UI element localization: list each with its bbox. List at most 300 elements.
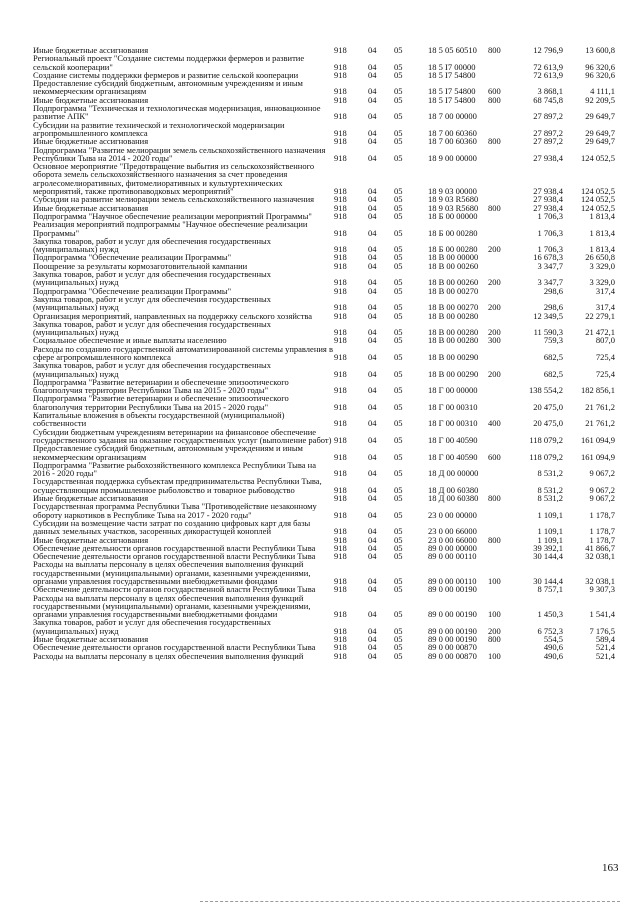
row-code-pr: 05	[394, 327, 403, 338]
row-code-cs: 18 В 00 00290	[428, 351, 479, 362]
row-code-rz: 04	[368, 227, 377, 238]
row-value-2020: 317,4	[595, 285, 615, 296]
row-value-2019: 27 938,4	[533, 194, 563, 205]
table-row	[0, 652, 639, 660]
row-code-pr: 05	[394, 152, 403, 163]
row-name: Подпрограмма "Научное обеспечение реализации мероприятий Программы"	[33, 210, 312, 221]
row-code-rz: 04	[368, 335, 377, 346]
row-code-pr: 05	[394, 650, 403, 661]
row-name: Субсидии на развитие мелиорации земель сельскохозяйственного назначения	[33, 194, 315, 205]
row-code-gr: 918	[334, 127, 347, 138]
row-value-2019: 1 706,3	[537, 227, 563, 238]
row-code-pr: 05	[394, 526, 403, 537]
table-row	[0, 560, 639, 585]
row-value-2020: 161 094,9	[581, 434, 615, 445]
row-value-2020: 124 052,5	[581, 186, 615, 197]
row-value-2019: 27 938,4	[533, 152, 563, 163]
row-name: Расходы на выплаты персоналу в целях обеспечения выполнения функций государственными (муниципальными) органами, казенными учреждениями, органами управления государственными внебюджетными фондами	[33, 559, 311, 586]
row-value-2019: 6 752,3	[537, 625, 563, 636]
row-code-cs: 18 9 03 00000	[428, 186, 477, 197]
row-code-pr: 05	[394, 244, 403, 255]
row-value-2020: 3 329,0	[589, 277, 615, 288]
table-row	[0, 295, 639, 312]
row-code-pr: 05	[394, 194, 403, 205]
row-code-rz: 04	[368, 94, 377, 105]
row-code-gr: 918	[334, 252, 347, 263]
row-code-pr: 05	[394, 210, 403, 221]
row-code-cs: 89 0 00 00870	[428, 642, 477, 653]
row-code-gr: 918	[334, 111, 347, 122]
table-row	[0, 477, 639, 494]
row-value-2019: 1 450,3	[537, 609, 563, 620]
row-value-2019: 682,5	[543, 368, 563, 379]
row-value-2020: 3 329,0	[589, 260, 615, 271]
row-value-2019: 8 531,2	[537, 468, 563, 479]
row-code-vr: 200	[488, 302, 501, 313]
row-name: Закупка товаров, работ и услуг для обеспечения государственных (муниципальных) нужд	[33, 235, 272, 255]
row-name: Иные бюджетные ассигнования	[33, 534, 149, 545]
row-code-pr: 05	[394, 94, 403, 105]
row-code-rz: 04	[368, 584, 377, 595]
row-code-gr: 918	[334, 368, 347, 379]
row-value-2019: 490,6	[543, 650, 563, 661]
row-code-pr: 05	[394, 634, 403, 645]
row-code-gr: 918	[334, 335, 347, 346]
row-code-gr: 918	[334, 302, 347, 313]
row-code-cs: 89 0 00 00190	[428, 609, 477, 620]
row-value-2020: 1 178,7	[589, 526, 615, 537]
row-code-cs: 18 Г 00 00310	[428, 401, 478, 412]
row-code-gr: 918	[334, 418, 347, 429]
row-code-pr: 05	[394, 61, 403, 72]
row-value-2019: 682,5	[543, 351, 563, 362]
row-code-rz: 04	[368, 302, 377, 313]
row-value-2019: 11 590,3	[533, 327, 563, 338]
row-code-cs: 18 Б 00 00280	[428, 244, 478, 255]
row-code-rz: 04	[368, 61, 377, 72]
row-value-2019: 27 938,4	[533, 202, 563, 213]
row-code-gr: 918	[334, 509, 347, 520]
row-value-2019: 1 109,1	[537, 526, 563, 537]
row-name: Капитальные вложения в объекты государственной (муниципальной) собственности	[33, 410, 285, 429]
row-code-pr: 05	[394, 418, 403, 429]
row-code-vr: 800	[488, 534, 501, 545]
row-name: Расходы на выплаты персоналу в целях обеспечения выполнения функций государственными (муниципальными) органами, казенными учреждениями, органами управления государственными внебюджетными фондами	[33, 592, 311, 620]
row-value-2019: 68 745,8	[533, 94, 563, 105]
row-code-pr: 05	[394, 385, 403, 396]
row-value-2019: 3 347,7	[537, 260, 563, 271]
row-code-rz: 04	[368, 609, 377, 620]
table-row	[0, 146, 639, 163]
row-value-2020: 161 094,9	[581, 451, 615, 462]
row-code-vr: 800	[488, 493, 501, 504]
row-value-2020: 589,4	[595, 634, 615, 645]
row-code-cs: 18 7 00 60360	[428, 136, 477, 147]
row-code-gr: 918	[334, 351, 347, 362]
row-name: Обеспечение деятельности органов государственной власти Республики Тыва	[33, 542, 316, 553]
row-value-2019: 1 109,1	[537, 509, 563, 520]
row-code-gr: 918	[334, 94, 347, 105]
row-code-pr: 05	[394, 45, 403, 55]
row-code-vr: 300	[488, 335, 501, 346]
row-name: Иные бюджетные ассигнования	[33, 45, 149, 55]
row-code-pr: 05	[394, 609, 403, 620]
row-code-cs: 18 В 00 00270	[428, 285, 479, 296]
row-name: Закупка товаров, работ и услуг для обеспечения государственных (муниципальных) нужд	[33, 318, 272, 338]
row-name: Расходы по созданию государственной автоматизированной системы управления в сфере агропромышленного комплекса	[33, 343, 333, 362]
row-code-gr: 918	[334, 202, 347, 213]
row-name: Основное мероприятие "Предотвращение выбытия из сельскохозяйственного оборота земель сельскохозяйственного назначения за счет проведения агролесомелиоративных, фитомелиоративных и культуртехнических мероприятий, также противопаводковых мероприятий"	[33, 161, 315, 197]
row-code-gr: 918	[334, 401, 347, 412]
row-code-rz: 04	[368, 285, 377, 296]
row-name: Закупка товаров, работ и услуг для обеспечения государственных (муниципальных) нужд	[33, 269, 272, 288]
row-name: Подпрограмма "Развитие мелиорации земель сельскохозяйственного назначения Республики Тыва на 2014 - 2020 годы"	[33, 144, 326, 163]
row-code-rz: 04	[368, 260, 377, 271]
row-value-2019: 12 349,5	[533, 310, 563, 321]
row-code-cs: 89 0 00 00110	[428, 576, 477, 586]
row-code-cs: 18 В 00 00280	[428, 327, 479, 338]
row-code-gr: 918	[334, 244, 347, 255]
table-row	[0, 428, 639, 445]
table-row	[0, 54, 639, 71]
row-code-gr: 918	[334, 186, 347, 197]
row-name: Предоставление субсидий бюджетным, автономным учреждениям и иным некоммерческим организациям	[33, 78, 303, 97]
row-code-rz: 04	[368, 401, 377, 412]
table-row	[0, 237, 639, 254]
row-code-vr: 800	[488, 45, 501, 55]
row-value-2020: 13 600,8	[585, 45, 615, 55]
row-value-2019: 759,3	[543, 335, 563, 346]
row-code-gr: 918	[334, 285, 347, 296]
row-code-cs: 89 0 00 00190	[428, 625, 477, 636]
row-code-pr: 05	[394, 434, 403, 445]
row-value-2019: 30 144,4	[533, 551, 563, 562]
table-row	[0, 594, 639, 619]
row-name: Иные бюджетные ассигнования	[33, 202, 149, 213]
row-value-2020: 9 067,2	[589, 484, 615, 495]
row-code-gr: 918	[334, 61, 347, 72]
row-value-2020: 9 307,3	[589, 584, 615, 595]
row-code-rz: 04	[368, 434, 377, 445]
row-code-rz: 04	[368, 385, 377, 396]
row-code-vr: 800	[488, 202, 501, 213]
row-code-gr: 918	[334, 625, 347, 636]
row-value-2020: 22 279,1	[585, 310, 615, 321]
row-code-gr: 918	[334, 551, 347, 562]
row-code-rz: 04	[368, 451, 377, 462]
row-name: Иные бюджетные ассигнования	[33, 136, 149, 147]
row-code-cs: 23 0 00 66000	[428, 534, 477, 545]
row-code-gr: 918	[334, 152, 347, 163]
row-code-pr: 05	[394, 202, 403, 213]
row-value-2020: 182 856,1	[581, 385, 615, 396]
table-row	[0, 320, 639, 337]
row-code-gr: 918	[334, 493, 347, 504]
row-value-2020: 7 176,5	[589, 625, 615, 636]
row-code-vr: 200	[488, 327, 501, 338]
table-row	[0, 220, 639, 237]
row-value-2019: 1 706,3	[537, 244, 563, 255]
row-code-pr: 05	[394, 69, 403, 80]
row-name: Подпрограмма "Обеспечение реализации Программы"	[33, 285, 232, 296]
row-code-rz: 04	[368, 625, 377, 636]
row-code-pr: 05	[394, 136, 403, 147]
row-value-2020: 124 052,5	[581, 152, 615, 163]
row-value-2020: 521,4	[595, 650, 615, 661]
row-name: Государственная поддержка субъектам предпринимательства Республики Тыва, осуществляющим промышленное рыболовство и товарное рыбоводство	[33, 476, 322, 495]
row-code-vr: 100	[488, 609, 501, 620]
row-code-pr: 05	[394, 310, 403, 321]
row-code-cs: 18 Б 00 00280	[428, 227, 478, 238]
row-name: Обеспечение деятельности органов государственной власти Республики Тыва	[33, 584, 316, 595]
row-code-cs: 18 Д 00 60380	[428, 484, 479, 495]
row-code-gr: 918	[334, 468, 347, 479]
row-code-pr: 05	[394, 401, 403, 412]
row-value-2020: 1 813,4	[589, 227, 615, 238]
row-value-2019: 20 475,0	[533, 418, 563, 429]
row-code-vr: 200	[488, 625, 501, 636]
row-code-pr: 05	[394, 285, 403, 296]
row-code-pr: 05	[394, 86, 403, 97]
row-value-2019: 1 109,1	[537, 534, 563, 545]
row-code-gr: 918	[334, 484, 347, 495]
row-value-2020: 1 813,4	[589, 210, 615, 221]
table-row	[0, 270, 639, 287]
row-value-2020: 9 067,2	[589, 468, 615, 479]
row-code-cs: 18 В 00 00260	[428, 260, 479, 271]
row-code-rz: 04	[368, 534, 377, 545]
row-code-vr: 800	[488, 634, 501, 645]
row-code-rz: 04	[368, 69, 377, 80]
table-row	[0, 345, 639, 362]
row-code-gr: 918	[334, 327, 347, 338]
row-code-rz: 04	[368, 111, 377, 122]
row-value-2019: 27 897,2	[533, 136, 563, 147]
row-code-rz: 04	[368, 368, 377, 379]
row-code-vr: 100	[488, 650, 501, 661]
row-value-2019: 27 938,4	[533, 186, 563, 197]
row-code-cs: 89 0 00 00190	[428, 584, 477, 595]
row-code-gr: 918	[334, 609, 347, 620]
row-code-pr: 05	[394, 542, 403, 553]
row-value-2020: 4 111,1	[590, 86, 615, 97]
row-code-cs: 18 5 05 60510	[428, 45, 477, 55]
row-value-2020: 41 866,7	[585, 542, 615, 553]
row-value-2020: 1 813,4	[589, 244, 615, 255]
row-code-pr: 05	[394, 509, 403, 520]
row-code-cs: 89 0 00 00870	[428, 650, 477, 661]
row-code-cs: 18 В 00 00280	[428, 335, 479, 346]
row-code-pr: 05	[394, 186, 403, 197]
row-code-pr: 05	[394, 484, 403, 495]
row-name: Организация мероприятий, направленных на поддержку сельского хозяйства	[33, 310, 313, 321]
table-row	[0, 394, 639, 411]
row-value-2020: 317,4	[595, 302, 615, 313]
row-code-gr: 918	[334, 69, 347, 80]
row-value-2020: 124 052,5	[581, 202, 615, 213]
row-code-gr: 918	[334, 434, 347, 445]
row-code-pr: 05	[394, 277, 403, 288]
row-code-cs: 18 В 00 00000	[428, 252, 479, 263]
row-code-gr: 918	[334, 650, 347, 661]
row-code-pr: 05	[394, 534, 403, 545]
table-row	[0, 361, 639, 378]
row-code-gr: 918	[334, 642, 347, 653]
row-code-rz: 04	[368, 244, 377, 255]
row-name: Обеспечение деятельности органов государственной власти Республики Тыва	[33, 642, 316, 653]
row-value-2019: 490,6	[543, 642, 563, 653]
row-code-rz: 04	[368, 542, 377, 553]
row-code-vr: 800	[488, 94, 501, 105]
row-value-2019: 118 079,2	[529, 434, 563, 445]
row-code-rz: 04	[368, 127, 377, 138]
row-code-pr: 05	[394, 335, 403, 346]
row-name: Подпрограмма "Развитие рыбохозяйственного комплекса Республики Тыва на 2016 - 2020 годы"	[33, 459, 316, 479]
row-value-2020: 807,0	[595, 335, 615, 346]
row-value-2019: 3 868,1	[537, 86, 563, 97]
table-row	[0, 378, 639, 395]
row-value-2019: 27 897,2	[533, 127, 563, 138]
row-code-cs: 18 В 00 00280	[428, 310, 479, 321]
row-value-2019: 12 796,9	[533, 45, 563, 55]
row-value-2019: 1 706,3	[537, 210, 563, 221]
row-name: Иные бюджетные ассигнования	[33, 94, 149, 105]
row-code-pr: 05	[394, 127, 403, 138]
row-code-rz: 04	[368, 45, 377, 55]
table-row	[0, 444, 639, 461]
table-row	[0, 162, 639, 195]
row-value-2019: 298,6	[543, 302, 563, 313]
row-code-gr: 918	[334, 526, 347, 537]
table-row	[0, 502, 639, 519]
row-code-gr: 918	[334, 45, 347, 55]
row-code-rz: 04	[368, 642, 377, 653]
row-name: Субсидии на развитие технической и технологической модернизации агропромышленного комплекса	[33, 119, 285, 138]
row-code-cs: 18 Г 00 40590	[428, 434, 478, 445]
row-code-cs: 18 5 I7 00000	[428, 61, 476, 72]
row-name: Субсидии бюджетным учреждениям ветеринарии на финансовое обеспечение государственного задания на оказание государственных услуг (выполнение работ)	[33, 426, 332, 445]
row-value-2020: 521,4	[595, 642, 615, 653]
row-code-cs: 18 Г 00 40590	[428, 451, 478, 462]
row-value-2020: 1 178,7	[589, 509, 615, 520]
row-code-cs: 18 7 00 00000	[428, 111, 477, 122]
row-code-vr: 200	[488, 368, 501, 379]
row-code-vr: 100	[488, 576, 501, 586]
row-code-pr: 05	[394, 260, 403, 271]
row-code-pr: 05	[394, 302, 403, 313]
row-code-gr: 918	[334, 260, 347, 271]
row-code-cs: 89 0 00 00190	[428, 634, 477, 645]
row-code-vr: 200	[488, 244, 501, 255]
row-code-rz: 04	[368, 418, 377, 429]
row-name: Подпрограмма "Развитие ветеринарии и обеспечение эпизоотического благополучия территории Республики Тыва на 2015 - 2020 годы"	[33, 393, 289, 412]
row-name: Подпрограмма "Развитие ветеринарии и обеспечение эпизоотического благополучия территории Республики Тыва на 2015 - 2020 годы"	[33, 376, 289, 396]
row-code-rz: 04	[368, 351, 377, 362]
row-name: Закупка товаров, работ и услуг для обеспечения государственных (муниципальных) нужд	[33, 293, 272, 313]
row-code-vr: 600	[488, 451, 501, 462]
row-code-pr: 05	[394, 576, 403, 586]
row-code-pr: 05	[394, 551, 403, 562]
row-value-2020: 21 472,1	[585, 327, 615, 338]
row-value-2020: 21 761,2	[585, 401, 615, 412]
row-value-2020: 1 541,4	[589, 609, 615, 620]
row-code-cs: 89 0 00 00110	[428, 551, 477, 562]
row-code-cs: 18 5 I7 54800	[428, 94, 476, 105]
row-code-gr: 918	[334, 277, 347, 288]
row-value-2019: 8 531,2	[537, 493, 563, 504]
row-code-gr: 918	[334, 210, 347, 221]
row-code-rz: 04	[368, 509, 377, 520]
table-row	[0, 519, 639, 536]
row-code-cs: 18 Г 00 00000	[428, 385, 478, 396]
row-code-rz: 04	[368, 484, 377, 495]
row-code-gr: 918	[334, 136, 347, 147]
row-code-cs: 18 5 I7 54800	[428, 69, 476, 80]
row-value-2019: 72 613,9	[533, 61, 563, 72]
table-row	[0, 121, 639, 138]
row-value-2020: 92 209,5	[585, 94, 615, 105]
row-value-2019: 3 347,7	[537, 277, 563, 288]
row-code-rz: 04	[368, 650, 377, 661]
row-value-2020: 124 052,5	[581, 194, 615, 205]
row-code-rz: 04	[368, 526, 377, 537]
row-code-pr: 05	[394, 451, 403, 462]
row-code-rz: 04	[368, 252, 377, 263]
row-code-gr: 918	[334, 634, 347, 645]
row-code-pr: 05	[394, 584, 403, 595]
row-code-rz: 04	[368, 277, 377, 288]
row-code-cs: 18 Г 00 00310	[428, 418, 478, 429]
row-code-rz: 04	[368, 327, 377, 338]
row-code-rz: 04	[368, 194, 377, 205]
row-name: Региональный проект "Создание системы поддержки фермеров и развитие сельской кооперации"	[33, 53, 305, 72]
row-code-vr: 200	[488, 277, 501, 288]
row-code-gr: 918	[334, 227, 347, 238]
row-code-rz: 04	[368, 136, 377, 147]
row-value-2020: 725,4	[595, 351, 615, 362]
row-code-rz: 04	[368, 468, 377, 479]
row-code-gr: 918	[334, 194, 347, 205]
row-code-cs: 18 Б 00 00000	[428, 210, 478, 221]
row-value-2019: 554,5	[543, 634, 563, 645]
table-row	[0, 618, 639, 635]
row-code-cs: 18 9 03 R5680	[428, 202, 479, 213]
row-value-2019: 20 475,0	[533, 401, 563, 412]
row-code-cs: 18 9 03 R5680	[428, 194, 479, 205]
row-code-cs: 18 7 00 60360	[428, 127, 477, 138]
row-code-cs: 23 0 00 00000	[428, 509, 477, 520]
row-name: Реализация мероприятий подпрограммы "Научное обеспечение реализации Программы"	[33, 219, 308, 238]
row-code-gr: 918	[334, 534, 347, 545]
row-value-2019: 16 678,3	[533, 252, 563, 263]
row-name: Обеспечение деятельности органов государственной власти Республики Тыва	[33, 551, 316, 562]
row-code-cs: 23 0 00 66000	[428, 526, 477, 537]
row-name: Предоставление субсидий бюджетным, автономным учреждениям и иным некоммерческим организациям	[33, 443, 303, 462]
row-code-cs: 89 0 00 00000	[428, 542, 477, 553]
row-name: Подпрограмма "Техническая и технологическая модернизация, инновационное развитие АПК"	[33, 103, 321, 122]
row-code-rz: 04	[368, 86, 377, 97]
row-code-gr: 918	[334, 584, 347, 595]
row-code-pr: 05	[394, 625, 403, 636]
row-value-2020: 32 038,1	[585, 551, 615, 562]
row-value-2020: 9 067,2	[589, 493, 615, 504]
row-name: Создание системы поддержки фермеров и развитие сельской кооперации	[33, 69, 299, 80]
row-code-pr: 05	[394, 468, 403, 479]
row-value-2019: 8 531,2	[537, 484, 563, 495]
row-code-cs: 18 В 00 00290	[428, 368, 479, 379]
row-code-gr: 918	[334, 86, 347, 97]
row-value-2020: 26 650,8	[585, 252, 615, 263]
